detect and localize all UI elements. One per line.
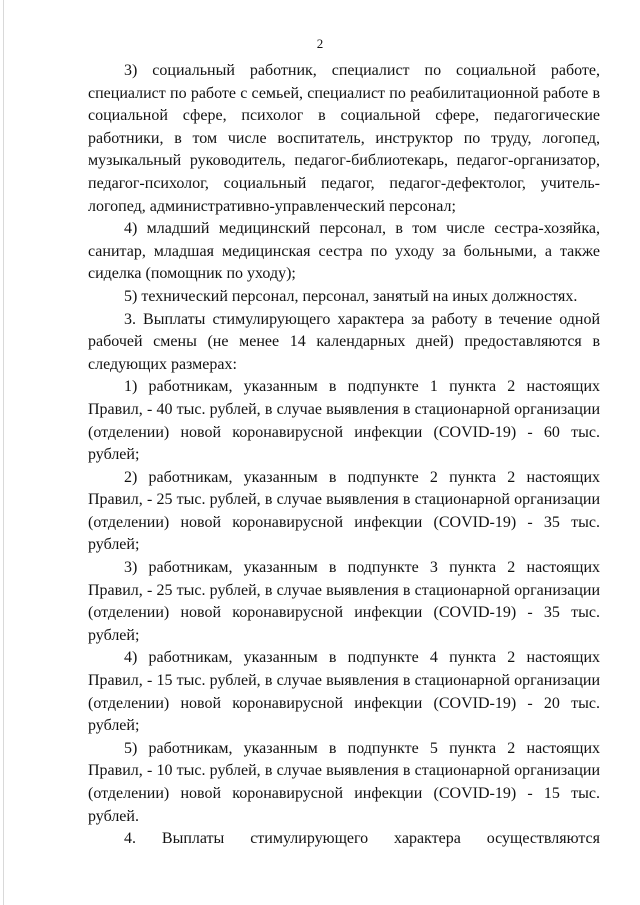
document-body bbox=[88, 60, 600, 851]
scan-edge bbox=[3, 0, 4, 905]
paragraph-clause-3: 3. Выплаты стимулирующего характера за работу в течение одной рабочей смены (не менее 14 календарных дней) предоставляются в следующих размерах: bbox=[88, 310, 600, 373]
paragraph-technical-staff: 5) технический персонал, персонал, занятый на иных должностях. bbox=[124, 287, 578, 305]
paragraph-social-workers: 3) социальный работник, специалист по социальной работе, специалист по работе с семьей, специалист по реабилитационной работе в социальной сфере, психолог в социальной сфере, педагогические работники, в том числе воспитатель, инструктор по труду, логопед, музыкальный руководитель, педагог-библиотекарь, педагог-организатор, педагог-психолог, социальный педагог, педагог-дефектолог, учитель-логопед, административно-управленческий персонал; bbox=[88, 62, 600, 215]
paragraph-payment-1: 1) работникам, указанным в подпункте 1 пункта 2 настоящих Правил, - 40 тыс. рублей, в случае выявления в стационарной организации (отделении) новой коронавирусной инфекции (COVID-19) - 60 тыс. рублей; bbox=[88, 378, 600, 464]
paragraph-clause-4: 4. Выплаты стимулирующего характера осуществляются bbox=[124, 830, 600, 848]
paragraph-payment-4: 4) работникам, указанным в подпункте 4 пункта 2 настоящих Правил, - 15 тыс. рублей, в случае выявления в стационарной организации (отделении) новой коронавирусной инфекции (COVID-19) - 20 тыс. рублей; bbox=[88, 649, 600, 735]
paragraph-junior-medical: 4) младший медицинский персонал, в том числе сестра-хозяйка, санитар, младшая медицинская сестра по уходу за больными, а также сиделка (помощник по уходу); bbox=[88, 220, 600, 283]
paragraph-payment-5: 5) работникам, указанным в подпункте 5 пункта 2 настоящих Правил, - 10 тыс. рублей, в случае выявления в стационарной организации (отделении) новой коронавирусной инфекции (COVID-19) - 15 тыс. рублей. bbox=[88, 739, 600, 825]
paragraph-payment-2: 2) работникам, указанным в подпункте 2 пункта 2 настоящих Правил, - 25 тыс. рублей, в случае выявления в стационарной организации (отделении) новой коронавирусной инфекции (COVID-19) - 35 тыс. рублей; bbox=[88, 468, 600, 554]
page-number: 2 bbox=[316, 36, 324, 51]
paragraph-payment-3: 3) работникам, указанным в подпункте 3 пункта 2 настоящих Правил, - 25 тыс. рублей, в случае выявления в стационарной организации (отделении) новой коронавирусной инфекции (COVID-19) - 35 тыс. рублей; bbox=[88, 559, 600, 644]
